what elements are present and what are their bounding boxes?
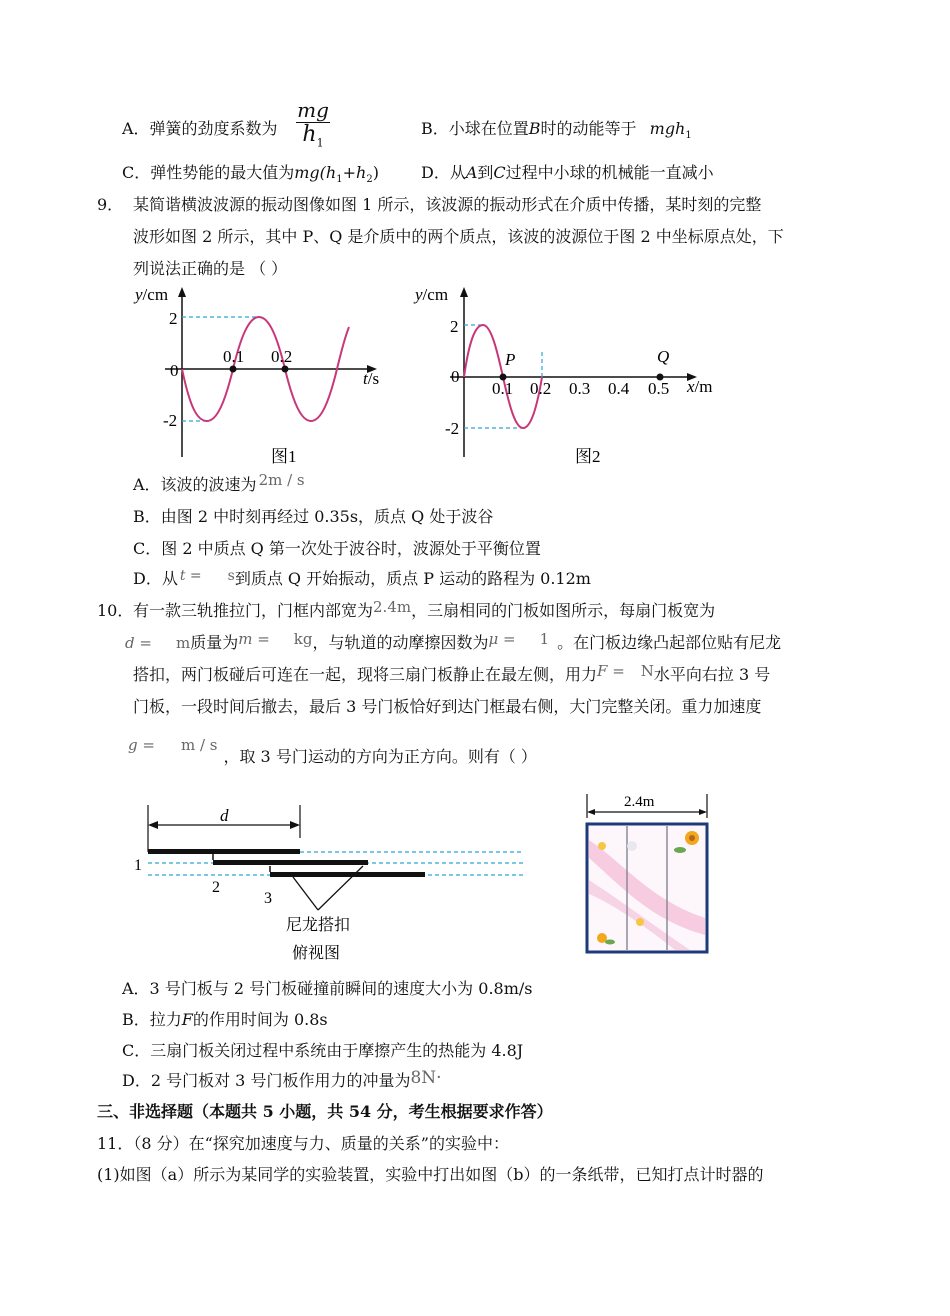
- q10-stem-line4: 门板，一段时间后撤去，最后 3 号门板恰好到达门框最右侧，大门完整关闭。重力加速度: [133, 697, 762, 716]
- q9-stem-line3: 列说法正确的是 （ ）: [133, 259, 288, 278]
- panel-label-2: 2: [212, 879, 220, 896]
- q8-option-a: A．弹簧的劲度系数为: [122, 119, 278, 138]
- fig2-ytick-bottom: -2: [445, 419, 460, 438]
- fig2-tick-03: 0.3: [569, 379, 591, 398]
- q10-stem-line1: 有一款三轨推拉门，门框内部宽为2.4m，三扇相同的门板如图所示，每扇门板宽为: [133, 598, 716, 620]
- door-topview-figure: [128, 800, 528, 970]
- q10-option-c: C．三扇门板关闭过程中系统由于摩擦产生的热能为 4.8J: [122, 1041, 524, 1060]
- section-3-heading: 三、非选择题（本题共 5 小题，共 54 分，考生根据要求作答）: [97, 1102, 553, 1121]
- q9-option-c: C．图 2 中质点 Q 第一次处于波谷时，波源处于平衡位置: [133, 539, 541, 558]
- velcro-label: 尼龙搭扣: [286, 917, 351, 934]
- q9-option-b: B．由图 2 中时刻再经过 0.35s，质点 Q 处于波谷: [133, 507, 494, 526]
- fig2-tick-01: 0.1: [492, 379, 514, 398]
- fig1-y-arrow: [178, 287, 186, 297]
- panel-label-3: 3: [264, 890, 272, 907]
- fig2-tick-04: 0.4: [608, 379, 630, 398]
- fig2-tick-05: 0.5: [648, 379, 670, 398]
- q10-stem-line2: d = m质量为m = kg，与轨道的动摩擦因数为μ = 1 。在门板边缘凸起部位贴有尼龙: [125, 630, 782, 652]
- fig1-caption: 图1: [271, 447, 297, 466]
- fig2-q-label: Q: [657, 347, 670, 366]
- panel-label-1: 1: [134, 857, 142, 874]
- q10-number: 10．: [97, 601, 134, 620]
- q11-line1: 11．（8 分）在“探究加速度与力、质量的关系”的实验中：: [97, 1134, 509, 1153]
- velcro-pointer-1: [293, 877, 318, 910]
- width-label: 2.4m: [624, 794, 655, 810]
- q10-stem-line3: 搭扣，两门板碰后可连在一起，现将三扇门板静止在最左侧，用力F = N水平向右拉 3 号: [133, 662, 771, 684]
- q9-option-a: A．该波的波速为 2m / s: [133, 471, 305, 494]
- fig2-caption: 图2: [575, 447, 601, 466]
- fig1-ytick-top: 2: [169, 309, 178, 328]
- door-panel-1: [148, 849, 300, 854]
- door-panel-2: [213, 860, 368, 865]
- door-photo-figure: [580, 790, 715, 960]
- figure1-vibration-graph: [125, 282, 395, 472]
- fig2-origin: 0: [451, 367, 460, 386]
- fig1-ylabel: y/cm: [135, 285, 169, 304]
- q11-line2: (1)如图（a）所示为某同学的实验装置，实验中打出如图（b）的一条纸带，已知打点计时器的: [97, 1165, 764, 1184]
- fig1-ytick-bottom: -2: [163, 411, 178, 430]
- fig1-origin: 0: [170, 361, 179, 380]
- q10-option-d: D．2 号门板对 3 号门板作用力的冲量为8N·: [122, 1068, 442, 1090]
- q9-number: 9．: [97, 195, 124, 214]
- q10-option-a: A．3 号门板与 2 号门板碰撞前瞬间的速度大小为 0.8m/s: [122, 979, 533, 998]
- q10-option-b: B．拉力F的作用时间为 0.8s: [122, 1010, 328, 1029]
- q8-option-d: D．从A到C过程中小球的机械能一直减小: [421, 163, 714, 182]
- q8-option-b: B．小球在位置B时的动能等于 mgh$_1$: [421, 119, 692, 142]
- topview-caption: 俯视图: [292, 945, 341, 962]
- q10-stem-line5: g = m / s，取 3 号门运动的方向为正方向。则有（ ）: [128, 736, 537, 766]
- fig2-ylabel: y/cm: [415, 285, 449, 304]
- q9-stem-line1: 某简谐横波波源的振动图像如图 1 所示，该波源的振动形式在介质中传播，某时刻的完整: [133, 195, 762, 214]
- fig1-point-02: [282, 366, 289, 373]
- q9-option-d: D．从 t = s到质点 Q 开始振动，质点 P 运动的路程为 0.12m: [133, 568, 591, 588]
- fig2-xlabel: x/m: [687, 377, 713, 396]
- door-panel-3: [270, 872, 425, 877]
- fig2-tick-02: 0.2: [530, 379, 552, 398]
- figure2-waveform-graph: [405, 282, 735, 472]
- fig1-tick-01: 0.1: [223, 347, 245, 366]
- fig2-y-arrow: [460, 287, 468, 297]
- fig1-xlabel: t/s: [363, 369, 380, 388]
- fig2-ytick-top: 2: [450, 317, 459, 336]
- q8-option-a-fraction: mg $h_1$: [297, 98, 329, 150]
- fig2-p-label: P: [505, 350, 516, 369]
- d-label: d: [220, 806, 229, 825]
- fig1-tick-02: 0.2: [271, 347, 293, 366]
- q9-stem-line2: 波形如图 2 所示，其中 P、Q 是介质中的两个质点，该波的波源位于图 2 中坐标原点处，下: [133, 227, 784, 246]
- q8-option-c: C．弹性势能的最大值为$mg(h_1+h_2)$: [122, 163, 379, 186]
- fig1-point-01: [230, 366, 237, 373]
